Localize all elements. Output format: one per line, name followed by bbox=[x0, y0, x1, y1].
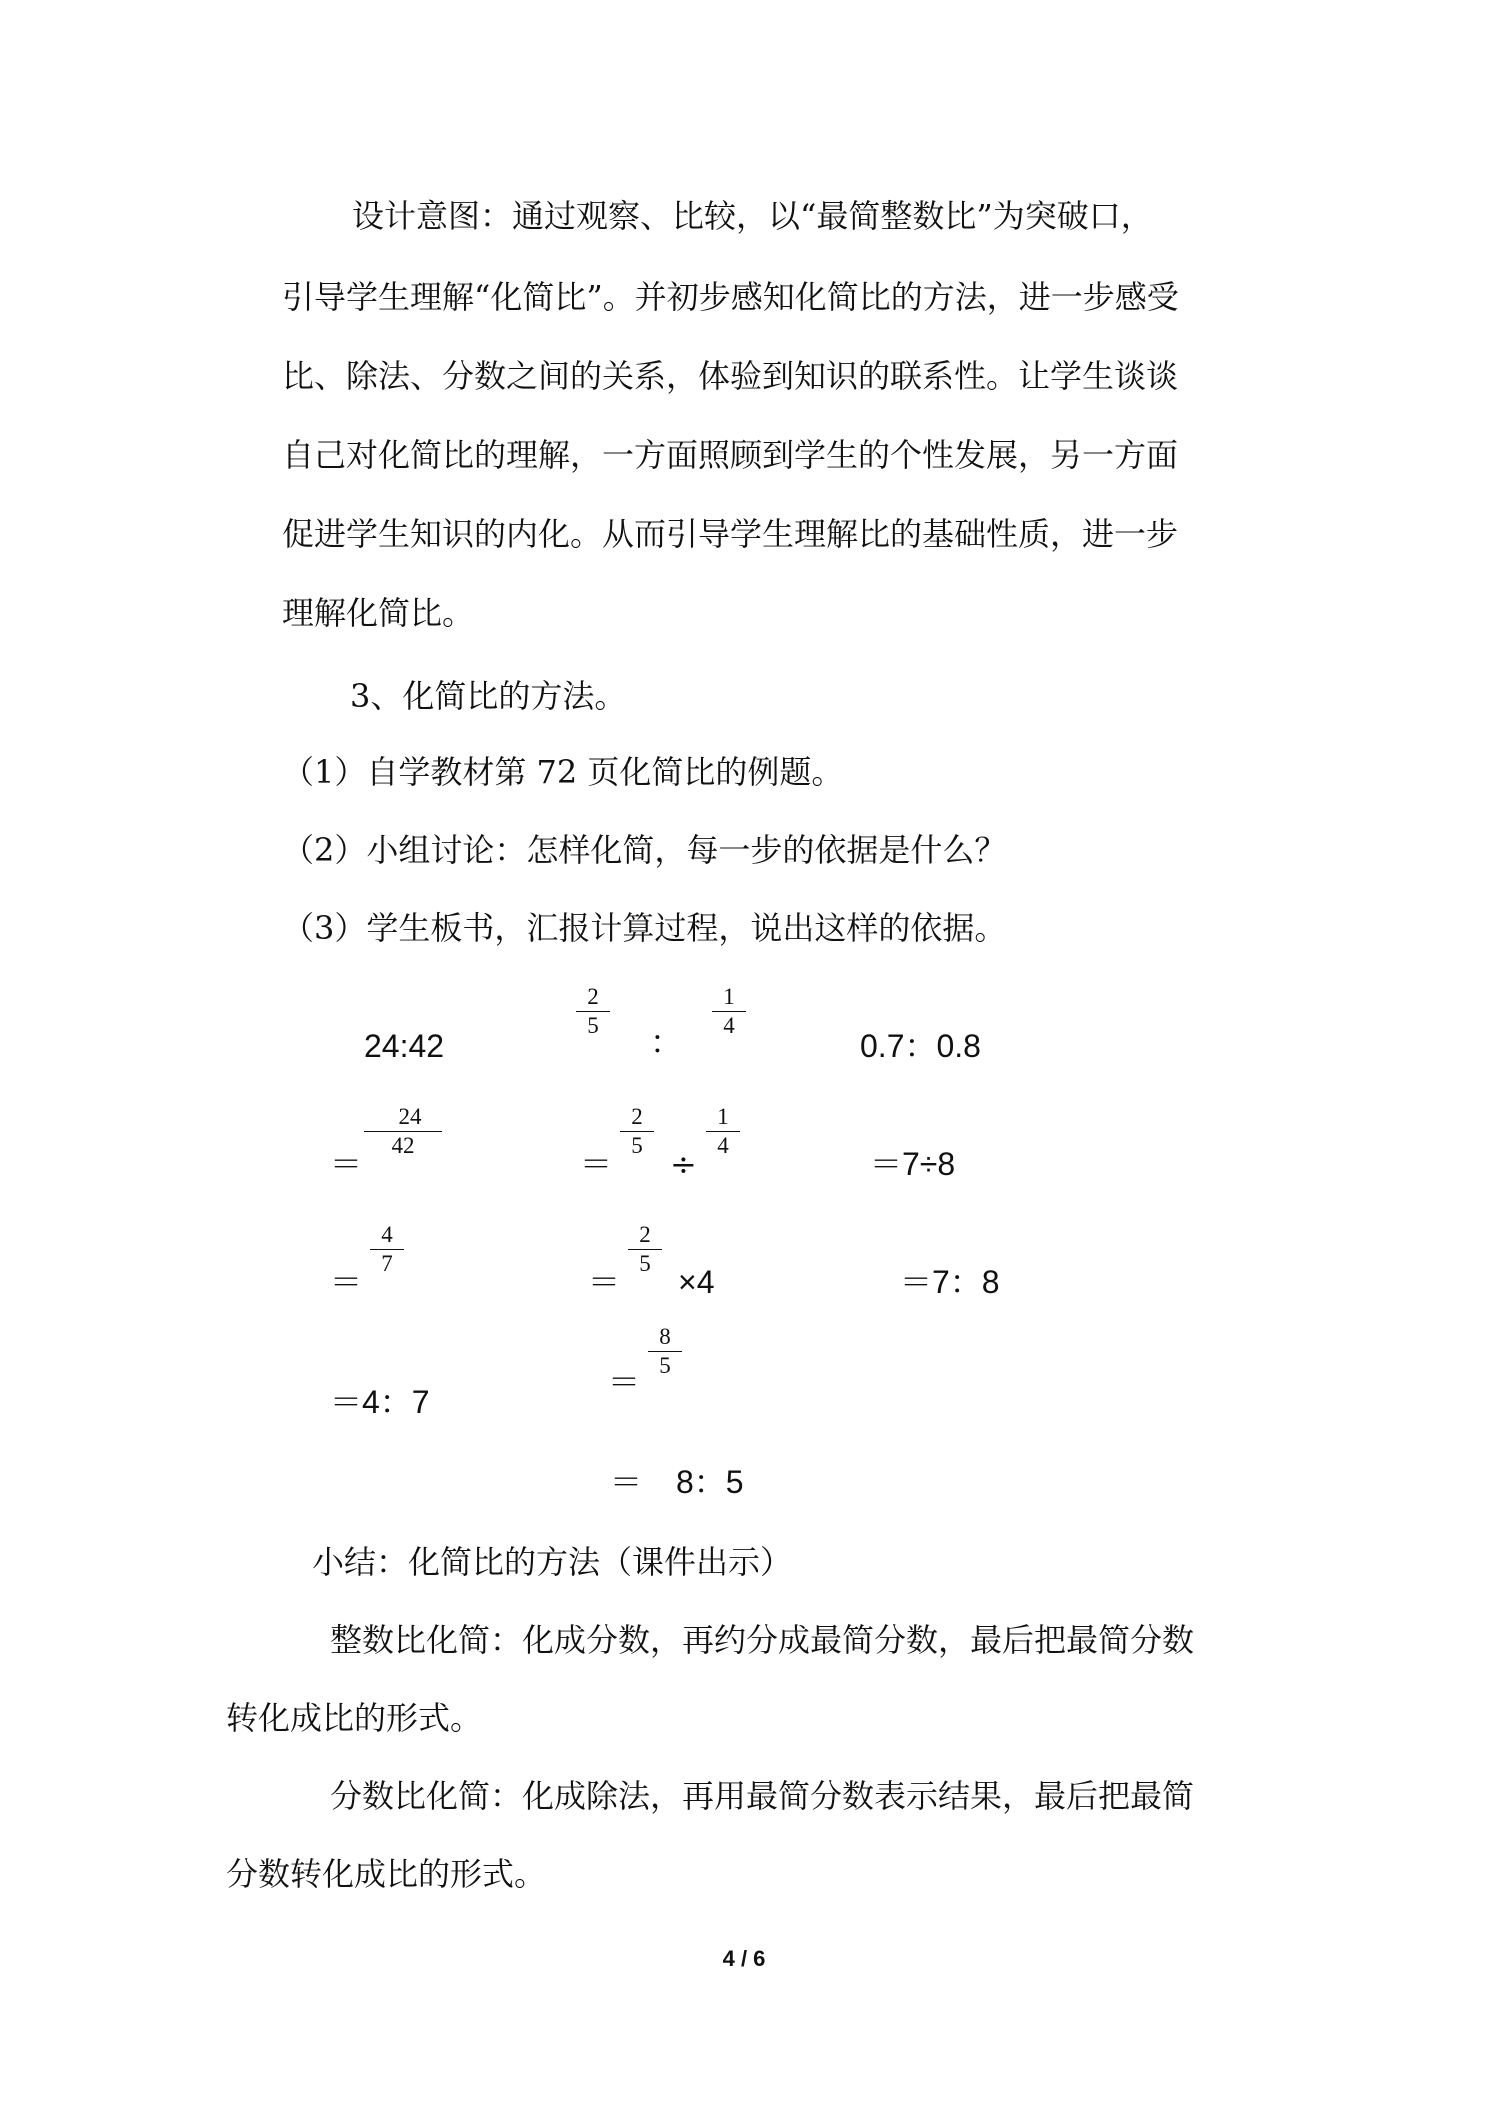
numerator: 2 bbox=[628, 1222, 662, 1250]
ratio-decimal: 0.7：0.8 bbox=[860, 1028, 981, 1064]
intent-line-1: 设计意图：通过观察、比较，以“最简整数比”为突破口， bbox=[352, 197, 1153, 235]
denominator: 5 bbox=[587, 1013, 599, 1038]
equals-sign: ＝ bbox=[608, 1363, 641, 1401]
summary-integer-line-1: 整数比化简：化成分数，再约分成最简分数，最后把最简分数 bbox=[330, 1621, 1195, 1659]
intent-line-5: 促进学生知识的内化。从而引导学生理解比的基础性质，进一步 bbox=[282, 515, 1179, 553]
section-heading: 3、化简比的方法。 bbox=[350, 677, 627, 715]
fraction-2-5 bbox=[576, 984, 610, 1039]
equals-sign: ＝ bbox=[588, 1263, 621, 1301]
equals-sign: ＝ bbox=[330, 1263, 363, 1301]
intent-line-6: 理解化简比。 bbox=[282, 594, 475, 632]
equals-sign: ＝ bbox=[580, 1145, 613, 1183]
intent-line-4: 自己对化简比的理解，一方面照顾到学生的个性发展，另一方面 bbox=[282, 436, 1179, 474]
equals-sign: ＝ bbox=[610, 1463, 643, 1501]
fraction-1-4 bbox=[712, 984, 746, 1039]
denominator: 5 bbox=[659, 1353, 671, 1378]
intent-line-2: 引导学生理解“化简比”。并初步感知化简比的方法，进一步感受 bbox=[282, 278, 1179, 316]
intent-line-3: 比、除法、分数之间的关系，体验到知识的联系性。让学生谈谈 bbox=[282, 357, 1179, 395]
numerator: 4 bbox=[370, 1222, 404, 1250]
result-4-7: ＝4：7 bbox=[330, 1384, 430, 1420]
step-3: （3）学生板书，汇报计算过程，说出这样的依据。 bbox=[282, 909, 1007, 947]
equals-sign: ＝ bbox=[330, 1145, 363, 1183]
numerator: 24 bbox=[364, 1104, 442, 1132]
result-8-5: 8：5 bbox=[676, 1464, 744, 1500]
summary-fraction-line-2: 分数转化成比的形式。 bbox=[226, 1855, 547, 1893]
result-7-8: ＝7：8 bbox=[900, 1264, 1000, 1300]
times-four: ×4 bbox=[678, 1264, 715, 1300]
fraction-24-42 bbox=[364, 1104, 442, 1159]
denominator: 5 bbox=[639, 1251, 651, 1276]
fraction-2-5 bbox=[628, 1222, 662, 1277]
page-number: 4 / 6 bbox=[722, 1946, 766, 1971]
numerator: 2 bbox=[576, 984, 610, 1012]
summary-title: 小结：化简比的方法（课件出示） bbox=[312, 1543, 793, 1581]
denominator: 7 bbox=[381, 1251, 393, 1276]
summary-integer-line-2: 转化成比的形式。 bbox=[226, 1699, 483, 1737]
summary-fraction-line-1: 分数比化简：化成除法，再用最简分数表示结果，最后把最简 bbox=[330, 1777, 1195, 1815]
numerator: 1 bbox=[706, 1104, 740, 1132]
division-sign: ÷ bbox=[670, 1145, 697, 1183]
numerator: 1 bbox=[712, 984, 746, 1012]
fraction-8-5 bbox=[648, 1324, 682, 1379]
denominator: 42 bbox=[391, 1133, 415, 1158]
colon-sign: ： bbox=[650, 1023, 683, 1061]
denominator: 4 bbox=[723, 1013, 735, 1038]
step-7-div-8: ＝7÷8 bbox=[870, 1146, 956, 1182]
numerator: 2 bbox=[620, 1104, 654, 1132]
fraction-4-7 bbox=[370, 1222, 404, 1277]
step-1: （1）自学教材第 72 页化简比的例题。 bbox=[282, 753, 844, 791]
step-2: （2）小组讨论：怎样化简，每一步的依据是什么？ bbox=[282, 831, 1007, 869]
numerator: 8 bbox=[648, 1324, 682, 1352]
denominator: 5 bbox=[631, 1133, 643, 1158]
fraction-1-4 bbox=[706, 1104, 740, 1159]
fraction-2-5 bbox=[620, 1104, 654, 1159]
ratio-24-42: 24:42 bbox=[364, 1028, 445, 1064]
denominator: 4 bbox=[717, 1133, 729, 1158]
